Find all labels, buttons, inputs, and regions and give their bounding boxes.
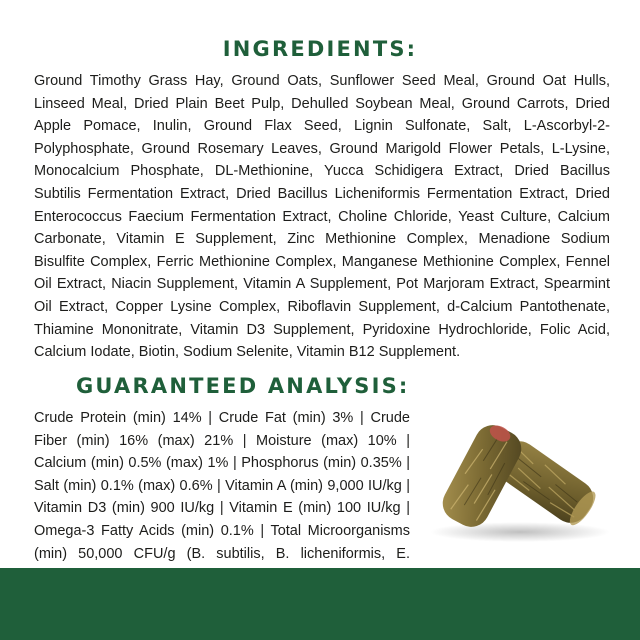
footer-band — [0, 568, 640, 640]
ingredients-heading: INGREDIENTS: — [222, 37, 418, 61]
ingredients-list: Ground Timothy Grass Hay, Ground Oats, Sunflower Seed Meal, Ground Oat Hulls, Linseed Meal, Dried Plain Beet Pulp, Dehulled Soybean Meal, Ground Carrots, Dried Apple Pomace, Inulin, Ground Flax Seed, Lignin Sulfonate, Salt, L-Ascorbyl-2-Polyphosphate, Ground Rosemary Leaves, Ground Marigold Flower Petals, L-Lysine, Monocalcium Phosphate, DL-Methionine, Yucca Schidigera Extract, Dried Bacillus Subtilis Fermentation Extract, Dried Bacillus Licheniformis Fermentation Extract, Dried Enterococcus Faecium Fermentation Extract, Choline Chloride, Yeast Culture, Calcium Carbonate, Vitamin E Supplement, Zinc Methionine Complex, Menadione Sodium Bisulfite Complex, Ferric Methionine Complex, Manganese Methionine Complex, Fennel Oil Extract, Niacin Supplement, Vitamin A Supplement, Pot Marjoram Extract, Spearmint Oil Extract, Copper Lysine Complex, Riboflavin Supplement, d-Calcium Pantothenate, Thiamine Mononitrate, Vitamin D3 Supplement, Pyridoxine Hydrochloride, Folic Acid, Calcium Iodate, Biotin, Sodium Selenite, Vitamin B12 Supplement. — [34, 73, 610, 361]
guaranteed-analysis-text: Crude Protein (min) 14% | Crude Fat (min) 3% | Crude Fiber (min) 16% (max) 21% | Moisture (max) 10% | Calcium (min) 0.5% (max) 1% | Phosphorus (min) 0.35% | Salt (min) 0.1% (max) 0.6% | Vitamin A (min) 9,000 IU/kg | Vitamin D3 (min) 900 IU/kg | Vitamin E (min) 100 IU/kg | Omega-3 Fatty Acids (min) 0.1% | Total Microorganisms (min) 50,000 CFU/g (B. subtilis, B. licheniformis, E. — [34, 410, 410, 562]
treat-pellets-image — [420, 410, 620, 545]
guaranteed-analysis-heading: GUARANTEED ANALYSIS: — [76, 374, 410, 398]
pellet-shadow — [430, 522, 610, 542]
